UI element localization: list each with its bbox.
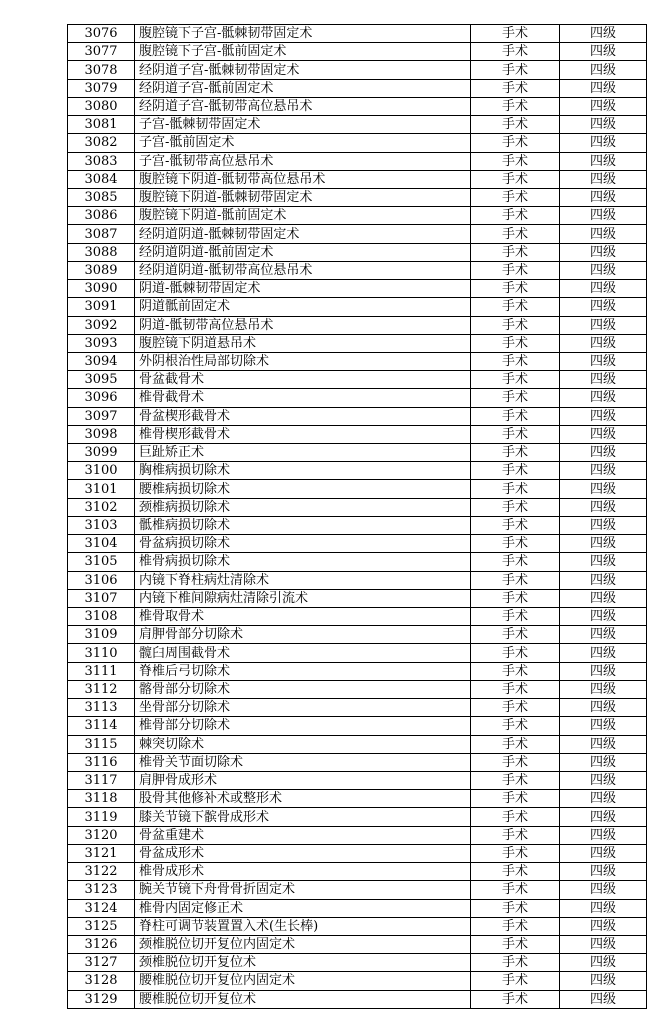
- table-row: [68, 863, 647, 881]
- procedure-name: 颈椎脱位切开复位术: [135, 954, 471, 972]
- procedure-level: 四级: [560, 644, 647, 662]
- procedure-type: 手术: [471, 371, 560, 389]
- row-number: 3088: [68, 243, 135, 261]
- procedure-level: 四级: [560, 316, 647, 334]
- table-row: [68, 97, 647, 115]
- procedure-type: 手术: [471, 899, 560, 917]
- row-number: 3115: [68, 735, 135, 753]
- table-row: [68, 371, 647, 389]
- row-number: 3099: [68, 444, 135, 462]
- row-number: 3085: [68, 188, 135, 206]
- table-row: [68, 644, 647, 662]
- procedure-name: 骶椎病损切除术: [135, 516, 471, 534]
- procedure-type: 手术: [471, 826, 560, 844]
- procedure-level: 四级: [560, 444, 647, 462]
- procedure-type: 手术: [471, 116, 560, 134]
- procedure-name: 经阴道阴道-骶韧带高位悬吊术: [135, 261, 471, 279]
- procedure-name: 椎骨楔形截骨术: [135, 425, 471, 443]
- procedure-name: 椎骨病损切除术: [135, 553, 471, 571]
- procedure-name: 内镜下椎间隙病灶清除引流术: [135, 589, 471, 607]
- table-row: [68, 243, 647, 261]
- row-number: 3101: [68, 480, 135, 498]
- procedure-level: 四级: [560, 535, 647, 553]
- procedure-type: 手术: [471, 990, 560, 1008]
- procedure-name: 髂骨部分切除术: [135, 680, 471, 698]
- procedure-level: 四级: [560, 225, 647, 243]
- row-number: 3111: [68, 662, 135, 680]
- table-row: [68, 553, 647, 571]
- procedure-type: 手术: [471, 243, 560, 261]
- procedure-type: 手术: [471, 535, 560, 553]
- procedure-level: 四级: [560, 334, 647, 352]
- table-row: [68, 425, 647, 443]
- procedure-type: 手术: [471, 43, 560, 61]
- table-row: [68, 699, 647, 717]
- table-row: [68, 735, 647, 753]
- row-number: 3102: [68, 498, 135, 516]
- table-row: [68, 899, 647, 917]
- row-number: 3087: [68, 225, 135, 243]
- row-number: 3094: [68, 352, 135, 370]
- procedure-type: 手术: [471, 553, 560, 571]
- procedure-level: 四级: [560, 935, 647, 953]
- procedure-name: 膝关节镜下髌骨成形术: [135, 808, 471, 826]
- procedure-type: 手术: [471, 25, 560, 43]
- procedure-type: 手术: [471, 188, 560, 206]
- procedure-type: 手术: [471, 79, 560, 97]
- procedure-level: 四级: [560, 753, 647, 771]
- procedure-level: 四级: [560, 170, 647, 188]
- procedure-level: 四级: [560, 79, 647, 97]
- row-number: 3123: [68, 881, 135, 899]
- procedure-level: 四级: [560, 553, 647, 571]
- procedure-type: 手术: [471, 808, 560, 826]
- procedure-table: [67, 24, 647, 1009]
- row-number: 3090: [68, 280, 135, 298]
- table-row: [68, 407, 647, 425]
- procedure-name: 胸椎病损切除术: [135, 462, 471, 480]
- table-row: [68, 188, 647, 206]
- row-number: 3091: [68, 298, 135, 316]
- row-number: 3098: [68, 425, 135, 443]
- procedure-name: 坐骨部分切除术: [135, 699, 471, 717]
- procedure-type: 手术: [471, 680, 560, 698]
- procedure-name: 骨盆重建术: [135, 826, 471, 844]
- row-number: 3092: [68, 316, 135, 334]
- procedure-level: 四级: [560, 844, 647, 862]
- procedure-level: 四级: [560, 371, 647, 389]
- procedure-level: 四级: [560, 699, 647, 717]
- row-number: 3128: [68, 972, 135, 990]
- procedure-type: 手术: [471, 170, 560, 188]
- row-number: 3108: [68, 608, 135, 626]
- procedure-type: 手术: [471, 608, 560, 626]
- row-number: 3121: [68, 844, 135, 862]
- row-number: 3109: [68, 626, 135, 644]
- procedure-name: 内镜下脊柱病灶清除术: [135, 571, 471, 589]
- procedure-type: 手术: [471, 771, 560, 789]
- procedure-level: 四级: [560, 954, 647, 972]
- procedure-name: 腰椎脱位切开复位内固定术: [135, 972, 471, 990]
- table-row: [68, 116, 647, 134]
- table-row: [68, 790, 647, 808]
- table-row: [68, 298, 647, 316]
- procedure-level: 四级: [560, 389, 647, 407]
- procedure-type: 手术: [471, 844, 560, 862]
- procedure-level: 四级: [560, 43, 647, 61]
- procedure-type: 手术: [471, 316, 560, 334]
- row-number: 3106: [68, 571, 135, 589]
- procedure-level: 四级: [560, 407, 647, 425]
- table-row: [68, 480, 647, 498]
- row-number: 3122: [68, 863, 135, 881]
- row-number: 3077: [68, 43, 135, 61]
- procedure-type: 手术: [471, 334, 560, 352]
- procedure-name: 子宫-骶韧带高位悬吊术: [135, 152, 471, 170]
- table-row: [68, 826, 647, 844]
- table-row: [68, 917, 647, 935]
- procedure-name: 骨盆截骨术: [135, 371, 471, 389]
- procedure-level: 四级: [560, 261, 647, 279]
- table-row: [68, 498, 647, 516]
- procedure-level: 四级: [560, 116, 647, 134]
- procedure-level: 四级: [560, 134, 647, 152]
- procedure-type: 手术: [471, 425, 560, 443]
- procedure-type: 手术: [471, 225, 560, 243]
- table-row: [68, 79, 647, 97]
- procedure-name: 腹腔镜下子宫-骶棘韧带固定术: [135, 25, 471, 43]
- row-number: 3118: [68, 790, 135, 808]
- procedure-name: 脊柱可调节装置置入术(生长棒): [135, 917, 471, 935]
- table-row: [68, 571, 647, 589]
- table-row: [68, 680, 647, 698]
- table-row: [68, 25, 647, 43]
- procedure-level: 四级: [560, 425, 647, 443]
- procedure-level: 四级: [560, 881, 647, 899]
- procedure-level: 四级: [560, 899, 647, 917]
- procedure-name: 经阴道阴道-骶前固定术: [135, 243, 471, 261]
- procedure-type: 手术: [471, 917, 560, 935]
- procedure-type: 手术: [471, 571, 560, 589]
- table-row: [68, 462, 647, 480]
- procedure-level: 四级: [560, 152, 647, 170]
- procedure-type: 手术: [471, 935, 560, 953]
- procedure-level: 四级: [560, 516, 647, 534]
- procedure-level: 四级: [560, 735, 647, 753]
- procedure-name: 肩胛骨部分切除术: [135, 626, 471, 644]
- procedure-name: 阴道骶前固定术: [135, 298, 471, 316]
- procedure-type: 手术: [471, 352, 560, 370]
- procedure-type: 手术: [471, 717, 560, 735]
- procedure-name: 脊椎后弓切除术: [135, 662, 471, 680]
- row-number: 3104: [68, 535, 135, 553]
- procedure-type: 手术: [471, 498, 560, 516]
- procedure-level: 四级: [560, 25, 647, 43]
- row-number: 3097: [68, 407, 135, 425]
- table-row: [68, 152, 647, 170]
- table-row: [68, 935, 647, 953]
- table-row: [68, 608, 647, 626]
- row-number: 3089: [68, 261, 135, 279]
- procedure-name: 骨盆成形术: [135, 844, 471, 862]
- procedure-type: 手术: [471, 97, 560, 115]
- table-row: [68, 207, 647, 225]
- procedure-type: 手术: [471, 462, 560, 480]
- procedure-type: 手术: [471, 280, 560, 298]
- procedure-name: 椎骨截骨术: [135, 389, 471, 407]
- table-row: [68, 261, 647, 279]
- procedure-level: 四级: [560, 990, 647, 1008]
- row-number: 3126: [68, 935, 135, 953]
- row-number: 3084: [68, 170, 135, 188]
- procedure-level: 四级: [560, 662, 647, 680]
- procedure-level: 四级: [560, 589, 647, 607]
- procedure-name: 椎骨内固定修正术: [135, 899, 471, 917]
- procedure-type: 手术: [471, 134, 560, 152]
- procedure-level: 四级: [560, 808, 647, 826]
- procedure-name: 颈椎脱位切开复位内固定术: [135, 935, 471, 953]
- procedure-name: 腹腔镜下子宫-骶前固定术: [135, 43, 471, 61]
- table-row: [68, 134, 647, 152]
- table-row: [68, 444, 647, 462]
- procedure-level: 四级: [560, 863, 647, 881]
- row-number: 3107: [68, 589, 135, 607]
- procedure-type: 手术: [471, 626, 560, 644]
- table-row: [68, 352, 647, 370]
- procedure-type: 手术: [471, 298, 560, 316]
- procedure-type: 手术: [471, 753, 560, 771]
- row-number: 3082: [68, 134, 135, 152]
- row-number: 3110: [68, 644, 135, 662]
- procedure-name: 腹腔镜下阴道-骶韧带高位悬吊术: [135, 170, 471, 188]
- procedure-type: 手术: [471, 480, 560, 498]
- table-row: [68, 990, 647, 1008]
- row-number: 3095: [68, 371, 135, 389]
- row-number: 3112: [68, 680, 135, 698]
- procedure-name: 骨盆楔形截骨术: [135, 407, 471, 425]
- procedure-level: 四级: [560, 790, 647, 808]
- procedure-type: 手术: [471, 699, 560, 717]
- table-row: [68, 43, 647, 61]
- procedure-level: 四级: [560, 498, 647, 516]
- procedure-level: 四级: [560, 207, 647, 225]
- row-number: 3119: [68, 808, 135, 826]
- procedure-type: 手术: [471, 207, 560, 225]
- procedure-type: 手术: [471, 444, 560, 462]
- row-number: 3125: [68, 917, 135, 935]
- row-number: 3116: [68, 753, 135, 771]
- row-number: 3093: [68, 334, 135, 352]
- procedure-name: 阴道-骶棘韧带固定术: [135, 280, 471, 298]
- procedure-level: 四级: [560, 717, 647, 735]
- table-row: [68, 808, 647, 826]
- procedure-type: 手术: [471, 662, 560, 680]
- table-row: [68, 972, 647, 990]
- procedure-level: 四级: [560, 480, 647, 498]
- table-row: [68, 516, 647, 534]
- procedure-name: 经阴道子宫-骶棘韧带固定术: [135, 61, 471, 79]
- procedure-name: 腰椎脱位切开复位术: [135, 990, 471, 1008]
- table-row: [68, 954, 647, 972]
- procedure-type: 手术: [471, 589, 560, 607]
- procedure-level: 四级: [560, 188, 647, 206]
- procedure-type: 手术: [471, 407, 560, 425]
- table-row: [68, 589, 647, 607]
- procedure-level: 四级: [560, 243, 647, 261]
- procedure-name: 经阴道子宫-骶韧带高位悬吊术: [135, 97, 471, 115]
- row-number: 3124: [68, 899, 135, 917]
- procedure-level: 四级: [560, 826, 647, 844]
- table-row: [68, 662, 647, 680]
- procedure-name: 椎骨关节面切除术: [135, 753, 471, 771]
- table-row: [68, 753, 647, 771]
- procedure-name: 经阴道子宫-骶前固定术: [135, 79, 471, 97]
- procedure-name: 骨盆病损切除术: [135, 535, 471, 553]
- procedure-level: 四级: [560, 571, 647, 589]
- procedure-name: 棘突切除术: [135, 735, 471, 753]
- table-row: [68, 280, 647, 298]
- procedure-level: 四级: [560, 972, 647, 990]
- row-number: 3127: [68, 954, 135, 972]
- table-row: [68, 225, 647, 243]
- procedure-table-body: [68, 25, 647, 1009]
- row-number: 3080: [68, 97, 135, 115]
- row-number: 3079: [68, 79, 135, 97]
- procedure-name: 椎骨取骨术: [135, 608, 471, 626]
- procedure-name: 子宫-骶棘韧带固定术: [135, 116, 471, 134]
- procedure-name: 阴道-骶韧带高位悬吊术: [135, 316, 471, 334]
- table-row: [68, 535, 647, 553]
- procedure-level: 四级: [560, 352, 647, 370]
- row-number: 3076: [68, 25, 135, 43]
- row-number: 3120: [68, 826, 135, 844]
- procedure-name: 椎骨部分切除术: [135, 717, 471, 735]
- row-number: 3081: [68, 116, 135, 134]
- procedure-type: 手术: [471, 972, 560, 990]
- row-number: 3117: [68, 771, 135, 789]
- procedure-type: 手术: [471, 790, 560, 808]
- table-row: [68, 844, 647, 862]
- row-number: 3114: [68, 717, 135, 735]
- procedure-level: 四级: [560, 680, 647, 698]
- procedure-level: 四级: [560, 626, 647, 644]
- procedure-name: 髋臼周围截骨术: [135, 644, 471, 662]
- procedure-name: 腹腔镜下阴道-骶棘韧带固定术: [135, 188, 471, 206]
- table-row: [68, 771, 647, 789]
- table-row: [68, 389, 647, 407]
- procedure-type: 手术: [471, 61, 560, 79]
- procedure-name: 经阴道阴道-骶棘韧带固定术: [135, 225, 471, 243]
- procedure-name: 颈椎病损切除术: [135, 498, 471, 516]
- procedure-level: 四级: [560, 97, 647, 115]
- table-row: [68, 61, 647, 79]
- procedure-name: 股骨其他修补术或整形术: [135, 790, 471, 808]
- row-number: 3129: [68, 990, 135, 1008]
- table-row: [68, 334, 647, 352]
- procedure-level: 四级: [560, 61, 647, 79]
- table-row: [68, 881, 647, 899]
- procedure-level: 四级: [560, 298, 647, 316]
- table-row: [68, 170, 647, 188]
- row-number: 3103: [68, 516, 135, 534]
- procedure-type: 手术: [471, 389, 560, 407]
- procedure-type: 手术: [471, 954, 560, 972]
- procedure-name: 肩胛骨成形术: [135, 771, 471, 789]
- procedure-name: 腹腔镜下阴道悬吊术: [135, 334, 471, 352]
- row-number: 3086: [68, 207, 135, 225]
- procedure-level: 四级: [560, 462, 647, 480]
- table-row: [68, 626, 647, 644]
- procedure-name: 腕关节镜下舟骨骨折固定术: [135, 881, 471, 899]
- row-number: 3078: [68, 61, 135, 79]
- procedure-type: 手术: [471, 644, 560, 662]
- procedure-name: 子宫-骶前固定术: [135, 134, 471, 152]
- procedure-type: 手术: [471, 881, 560, 899]
- table-row: [68, 316, 647, 334]
- row-number: 3100: [68, 462, 135, 480]
- procedure-type: 手术: [471, 735, 560, 753]
- row-number: 3096: [68, 389, 135, 407]
- procedure-level: 四级: [560, 280, 647, 298]
- procedure-type: 手术: [471, 152, 560, 170]
- procedure-level: 四级: [560, 917, 647, 935]
- procedure-type: 手术: [471, 261, 560, 279]
- procedure-name: 椎骨成形术: [135, 863, 471, 881]
- table-row: [68, 717, 647, 735]
- row-number: 3105: [68, 553, 135, 571]
- procedure-level: 四级: [560, 771, 647, 789]
- procedure-level: 四级: [560, 608, 647, 626]
- row-number: 3083: [68, 152, 135, 170]
- procedure-type: 手术: [471, 516, 560, 534]
- procedure-name: 巨趾矫正术: [135, 444, 471, 462]
- procedure-name: 腹腔镜下阴道-骶前固定术: [135, 207, 471, 225]
- procedure-name: 腰椎病损切除术: [135, 480, 471, 498]
- procedure-name: 外阴根治性局部切除术: [135, 352, 471, 370]
- procedure-type: 手术: [471, 863, 560, 881]
- row-number: 3113: [68, 699, 135, 717]
